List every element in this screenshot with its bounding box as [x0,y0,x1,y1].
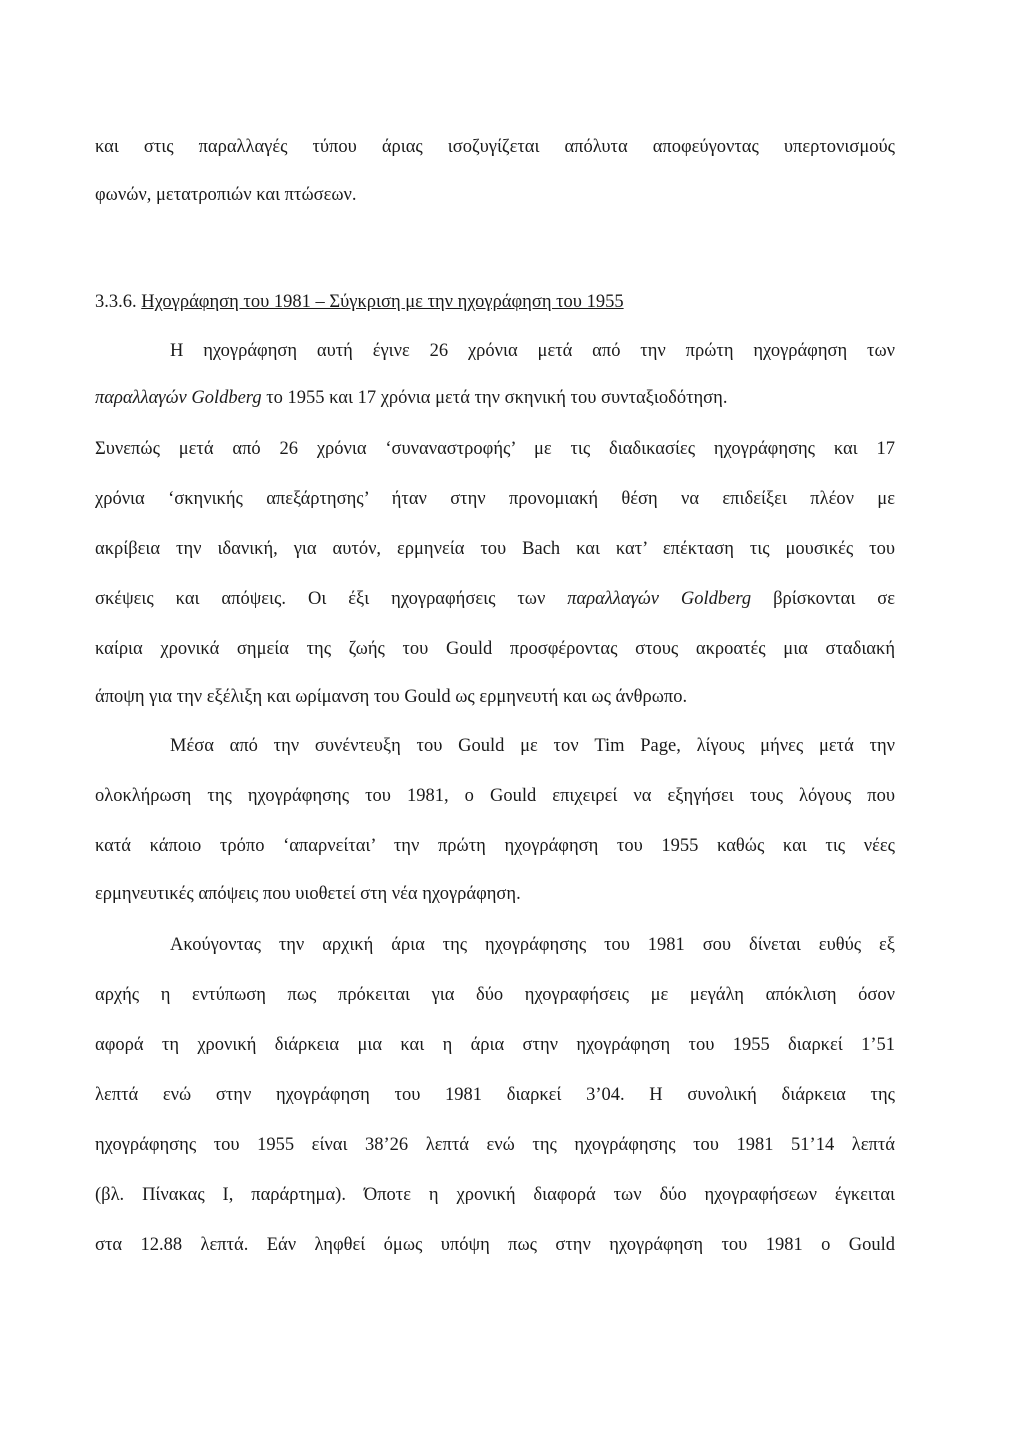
text-fragment: βρίσκονται σε [773,589,896,609]
text-line: (βλ. Πίνακας Ι, παράρτημα). Όποτε η χρονική διαφορά των δύο ηχογραφήσεων έγκειται [95,1185,895,1205]
work-title: παραλλαγών Goldberg [567,589,752,609]
text-line: ολοκλήρωση της ηχογράφησης του 1981, ο Gould επιχειρεί να εξηγήσει τους λόγους που [95,786,895,806]
text-line: ακρίβεια την ιδανική, για αυτόν, ερμηνεία του Bach και κατ’ επέκταση τις μουσικές του [95,539,895,559]
section-number: 3.3.6. [95,292,137,312]
text-line: Μέσα από την συνέντευξη του Gould με τον Tim Page, λίγους μήνες μετά την [170,736,895,756]
work-title: παραλλαγών Goldberg [95,388,262,408]
text-line: στα 12.88 λεπτά. Εάν ληφθεί όμως υπόψη πως στην ηχογράφηση του 1981 ο Gould [95,1235,895,1255]
text-fragment: το 1955 και 17 χρόνια μετά την σκηνική του συνταξιοδότηση. [266,388,728,408]
text-line [95,590,895,609]
text-line: Η ηχογράφηση αυτή έγινε 26 χρόνια μετά από την πρώτη ηχογράφηση των [170,341,895,361]
text-line: αφορά τη χρονική διάρκεια μια και η άρια στην ηχογράφηση του 1955 διαρκεί 1’51 [95,1035,895,1055]
text-line: ερμηνευτικές απόψεις που υιοθετεί στη νέα ηχογράφηση. [95,884,521,904]
text-line: κατά κάποιο τρόπο ‘απαρνείται’ την πρώτη ηχογράφηση του 1955 καθώς και τις νέες [95,836,895,856]
text-line: ηχογράφησης του 1955 είναι 38’26 λεπτά ενώ της ηχογράφησης του 1981 51’14 λεπτά [95,1135,895,1155]
text-fragment: σκέψεις και απόψεις. [95,589,286,609]
text-fragment: Οι έξι ηχογραφήσεις των [307,589,546,609]
text-line [95,389,895,408]
text-line: άποψη για την εξέλιξη και ωρίμανση του Gould ως ερμηνευτή και ως άνθρωπο. [95,687,688,707]
text-line: Ακούγοντας την αρχική άρια της ηχογράφησης του 1981 σου δίνεται ευθύς εξ [170,935,895,955]
text-line: Συνεπώς μετά από 26 χρόνια ‘συναναστροφής’ με τις διαδικασίες ηχογράφησης και 17 [95,439,895,459]
text-line: φωνών, μετατροπιών και πτώσεων. [95,185,357,205]
section-title: Ηχογράφηση του 1981 – Σύγκριση με την ηχογράφηση του 1955 [141,292,624,312]
section-heading [95,293,895,312]
text-line: και στις παραλλαγές τύπου άριας ισοζυγίζεται απόλυτα αποφεύγοντας υπερτονισμούς [95,137,895,157]
text-line: καίρια χρονικά σημεία της ζωής του Gould προσφέροντας στους ακροατές μια σταδιακή [95,639,895,659]
text-line: λεπτά ενώ στην ηχογράφηση του 1981 διαρκεί 3’04. Η συνολική διάρκεια της [95,1085,895,1105]
text-line: αρχής η εντύπωση πως πρόκειται για δύο ηχογραφήσεις με μεγάλη απόκλιση όσον [95,985,895,1005]
text-line: χρόνια ‘σκηνικής απεξάρτησης’ ήταν στην προνομιακή θέση να επιδείξει πλέον με [95,489,895,509]
